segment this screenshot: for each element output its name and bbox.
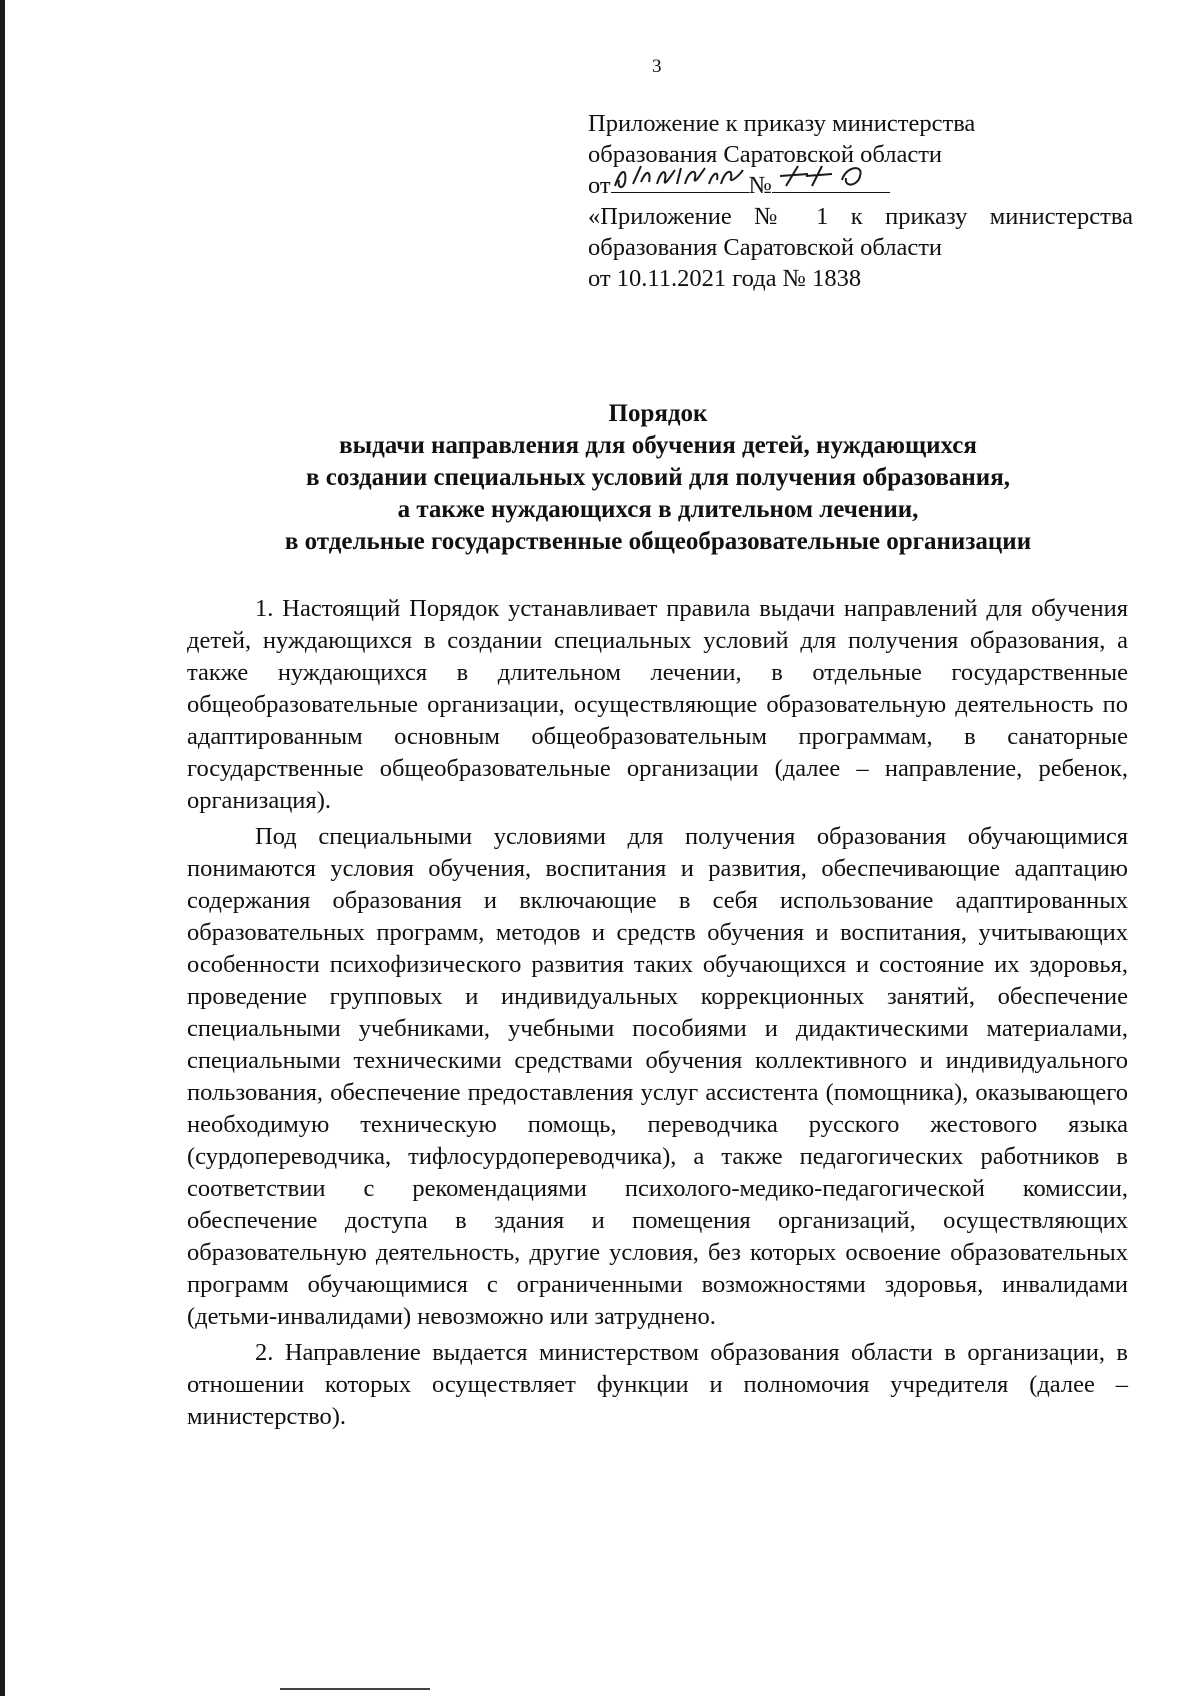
page-number: 3 [652,56,662,77]
document-body [187,593,1128,1437]
appendix-line-4: «Приложение № 1 к приказу министерства [588,203,1133,230]
title-line-1: выдачи направления для обучения детей, нуждающихся [339,432,977,459]
appendix-line-2: образования Саратовской области [588,141,943,168]
appendix-header [588,108,1133,294]
scan-bottom-mark [280,1688,430,1690]
document-title [188,398,1128,558]
title-heading: Порядок [608,400,708,427]
appendix-date-number-line [588,170,1133,201]
handwritten-number-field [772,170,890,193]
title-line-3: а также нуждающихся в длительном лечении, [397,496,919,523]
appendix-line-5: образования Саратовской области [588,234,943,261]
handwritten-number-scribble [772,162,890,192]
handwritten-date-field [611,170,749,193]
title-line-4: в отдельные государственные общеобразовательные организации [284,528,1032,555]
number-sign: № [748,172,773,199]
title-line-2: в создании специальных условий для получения образования, [306,464,1010,491]
handwritten-date-scribble [611,162,749,192]
paragraph-3: 2. Направление выдается министерством образования области в организации, в отношении которых осуществляет функции и полномочия учредителя (далее – министерство). [187,1339,1128,1430]
paragraph-1: 1. Настоящий Порядок устанавливает правила выдачи направлений для обучения детей, нуждающихся в создании специальных условий для получения образования, а также нуждающихся в длительном лечении, в отдельные государственные общеобразовательные организации, осуществляющие образовательную деятельность по адаптированным основным общеобразовательным программам, в санаторные государственные общеобразовательные организации (далее – направление, ребенок, организация). [187,595,1128,814]
appendix-line-1: Приложение к приказу министерства [588,110,976,137]
date-prefix: от [588,172,611,199]
appendix-line-6: от 10.11.2021 года № 1838 [588,265,862,292]
paragraph-2: Под специальными условиями для получения образования обучающимися понимаются условия обучения, воспитания и развития, обеспечивающие адаптацию содержания образования и включающие в себя использование адаптированных образовательных программ, методов и средств обучения и воспитания, учитывающих особенности психофизического развития таких обучающихся и состояние их здоровья, проведение групповых и индивидуальных коррекционных занятий, обеспечение специальными учебниками, учебными пособиями и дидактическими материалами, специальными техническими средствами обучения коллективного и индивидуального пользования, обеспечение предоставления услуг ассистента (помощника), оказывающего необходимую техническую помощь, переводчика русского жестового языка (сурдопереводчика, тифлосурдопереводчика), а также педагогических работников в соответствии с рекомендациями психолого-медико-педагогической комиссии, обеспечение доступа в здания и помещения организаций, осуществляющих образовательную деятельность, другие условия, без которых освоение образовательных программ обучающимися с ограниченными возможностями здоровья, инвалидами (детьми-инвалидами) невозможно или затруднено. [187,823,1128,1330]
scan-left-border [0,0,5,1696]
